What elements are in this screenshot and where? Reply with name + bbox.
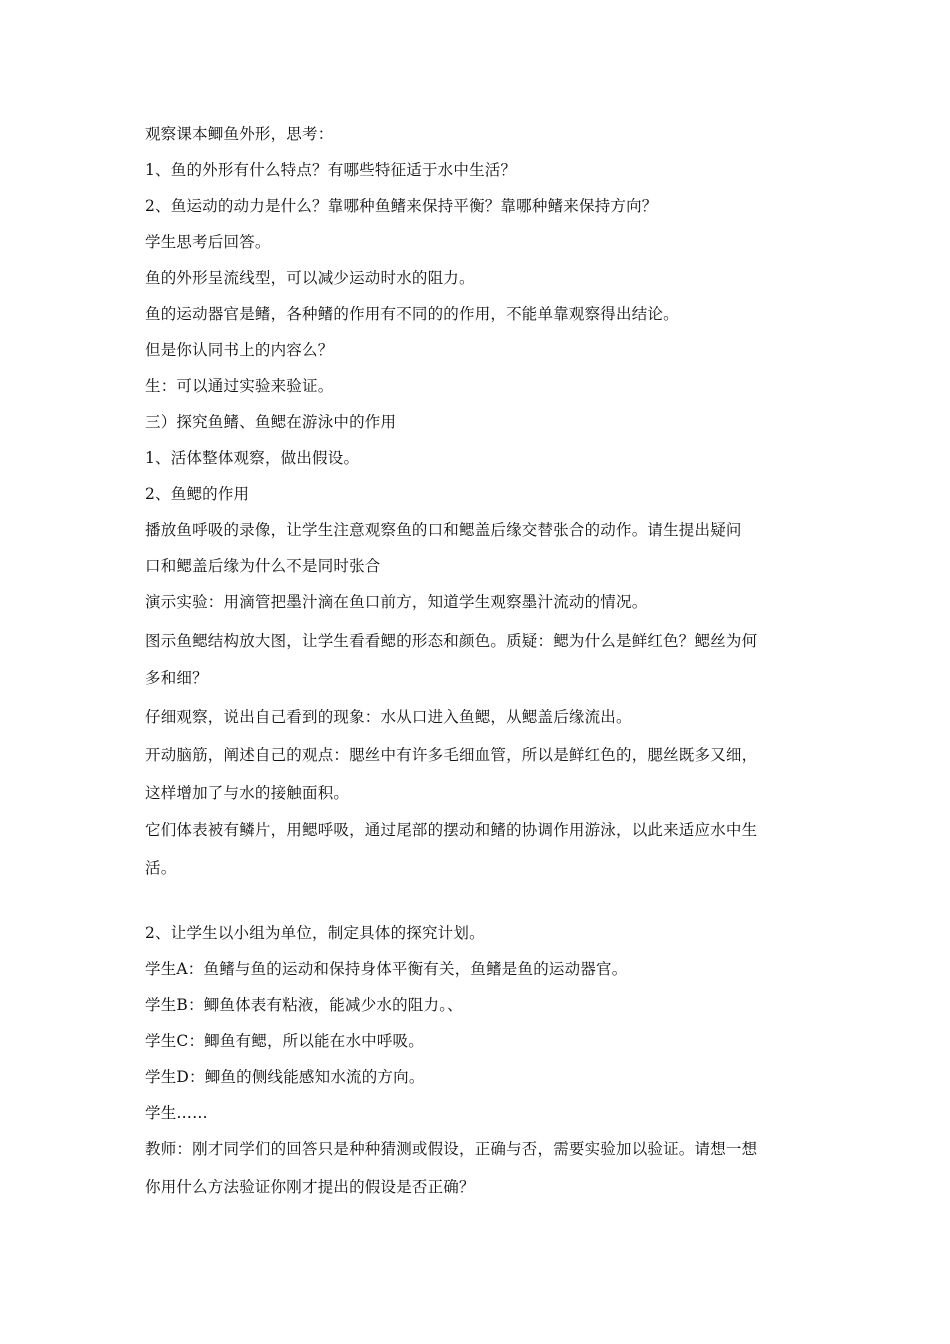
text-line: 它们体表被有鳞片，用鳃呼吸，通过尾部的摆动和鳍的协调作用游泳，以此来适应水中生 bbox=[145, 821, 758, 839]
text-line: 多和细？ bbox=[145, 669, 208, 687]
text-line: 学生思考后回答。 bbox=[145, 233, 271, 251]
text-line: 2、让学生以小组为单位，制定具体的探究计划。 bbox=[145, 924, 485, 942]
text-line: 观察课本鲫鱼外形，思考： bbox=[145, 125, 334, 143]
text-line: 2、鱼运动的动力是什么？靠哪种鱼鳍来保持平衡？靠哪种鳍来保持方向？ bbox=[145, 197, 658, 215]
text-line: 播放鱼呼吸的录像，让学生注意观察鱼的口和鳃盖后缘交替张合的动作。请生提出疑问 bbox=[145, 521, 742, 539]
text-line: 鱼的外形呈流线型，可以减少运动时水的阻力。 bbox=[145, 269, 475, 287]
text-line: 仔细观察，说出自己看到的现象：水从口进入鱼鳃，从鳃盖后缘流出。 bbox=[145, 708, 632, 726]
text-line: 学生…… bbox=[145, 1104, 208, 1122]
text-line: 生：可以通过实验来验证。 bbox=[145, 377, 334, 395]
text-line: 图示鱼鳃结构放大图，让学生看看鳃的形态和颜色。质疑：鳃为什么是鲜红色？鳃丝为何 bbox=[145, 632, 758, 650]
text-line: 学生A：鱼鳍与鱼的运动和保持身体平衡有关，鱼鳍是鱼的运动器官。 bbox=[145, 960, 628, 978]
text-line: 口和鳃盖后缘为什么不是同时张合 bbox=[145, 557, 381, 575]
text-line: 演示实验：用滴管把墨汁滴在鱼口前方，知道学生观察墨汁流动的情况。 bbox=[145, 593, 648, 611]
text-line: 开动脑筋，阐述自己的观点：腮丝中有许多毛细血管，所以是鲜红色的，腮丝既多又细， bbox=[145, 746, 758, 764]
text-line: 鱼的运动器官是鳍，各种鳍的作用有不同的的作用，不能单靠观察得出结论。 bbox=[145, 305, 679, 323]
text-line: 活。 bbox=[145, 859, 177, 877]
section-heading: 三）探究鱼鳍、鱼鳃在游泳中的作用 bbox=[145, 413, 397, 431]
text-line: 你用什么方法验证你刚才提出的假设是否正确？ bbox=[145, 1178, 475, 1196]
text-line: 学生B：鲫鱼体表有粘液，能减少水的阻力。、 bbox=[145, 996, 463, 1014]
text-line: 但是你认同书上的内容么？ bbox=[145, 341, 334, 359]
text-line: 1、活体整体观察，做出假设。 bbox=[145, 449, 360, 467]
text-line: 学生D：鲫鱼的侧线能感知水流的方向。 bbox=[145, 1068, 425, 1086]
text-line: 学生C：鲫鱼有鳃，所以能在水中呼吸。 bbox=[145, 1032, 424, 1050]
text-line: 2、鱼鳃的作用 bbox=[145, 485, 250, 503]
text-line: 教师：刚才同学们的回答只是种种猜测或假设，正确与否，需要实验加以验证。请想一想 bbox=[145, 1140, 758, 1158]
text-line: 1、鱼的外形有什么特点？有哪些特征适于水中生活？ bbox=[145, 161, 517, 179]
text-line: 这样增加了与水的接触面积。 bbox=[145, 784, 350, 802]
